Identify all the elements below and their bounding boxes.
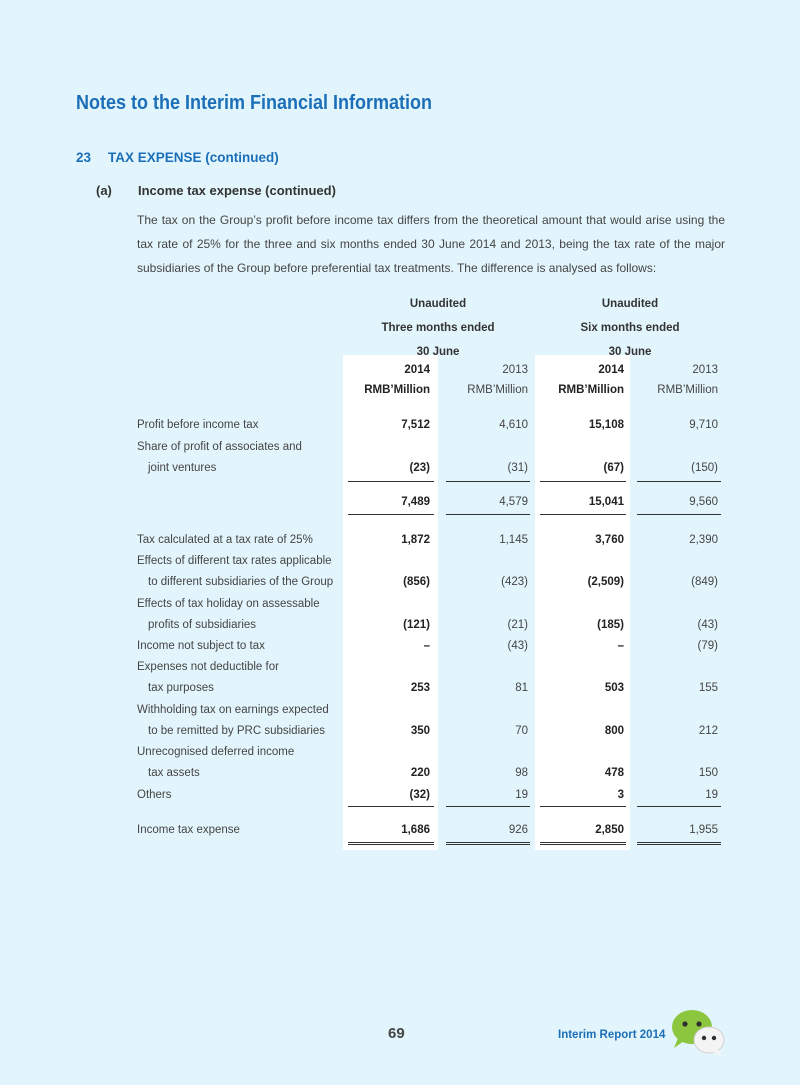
group-header-line: Unaudited [409, 298, 467, 310]
group-header-line: Three months ended [381, 322, 495, 334]
grand-total-double-rule [348, 842, 434, 845]
table-cell: 15,108 [588, 419, 624, 431]
table-cell: 800 [604, 725, 624, 737]
row-label: Effects of tax holiday on assessable [137, 598, 320, 610]
table-cell: 1,686 [401, 824, 430, 836]
row-label: profits of subsidiaries [148, 619, 257, 631]
table-cell: 220 [410, 767, 430, 779]
table-cell: 19 [705, 789, 718, 801]
table-cell: 3 [617, 789, 624, 801]
subtotal-rule [637, 806, 721, 807]
table-cell: (23) [409, 462, 430, 474]
table-cell: 155 [698, 682, 718, 694]
grand-total-double-rule [540, 842, 626, 845]
group-header-six-months [535, 292, 725, 364]
table-cell: 1,955 [689, 824, 718, 836]
report-title: Interim Report 2014 [558, 1029, 666, 1041]
row-label: to be remitted by PRC subsidiaries [148, 725, 326, 737]
year-header: 2013 [692, 364, 718, 376]
subtotal-rule [637, 481, 721, 482]
table-cell: 150 [698, 767, 718, 779]
subsection-title: Income tax expense (continued) [138, 183, 336, 198]
table-cell: (32) [409, 789, 430, 801]
row-label: Effects of different tax rates applicable [137, 555, 332, 567]
total-rule [540, 514, 626, 515]
row-label: Tax calculated at a tax rate of 25% [137, 534, 313, 546]
unit-header: RMB’Million [558, 384, 624, 396]
table-cell: 478 [604, 767, 624, 779]
grand-total-double-rule [637, 842, 721, 845]
table-cell: (423) [501, 576, 528, 588]
group-header-three-months [343, 292, 533, 364]
table-cell: (856) [403, 576, 430, 588]
table-cell: (31) [507, 462, 528, 474]
row-label: tax assets [148, 767, 200, 779]
table-cell: 1,145 [499, 534, 528, 546]
row-label: Others [137, 789, 172, 801]
year-header: 2013 [502, 364, 528, 376]
section-title: TAX EXPENSE (continued) [108, 150, 279, 165]
row-label: joint ventures [148, 462, 217, 474]
table-cell: 212 [698, 725, 718, 737]
row-label: Share of profit of associates and [137, 441, 302, 453]
unit-header: RMB’Million [657, 384, 718, 396]
table-cell: (79) [697, 640, 718, 652]
table-cell: (121) [403, 619, 430, 631]
section-number: 23 [76, 150, 92, 165]
table-cell: (150) [691, 462, 718, 474]
table-cell: 503 [604, 682, 624, 694]
row-label: Expenses not deductible for [137, 661, 279, 673]
group-header-line: 30 June [416, 346, 460, 358]
subtotal-rule [446, 806, 530, 807]
table-cell: 4,579 [499, 496, 528, 508]
wechat-logo-icon [670, 1008, 728, 1058]
subtotal-rule [446, 481, 530, 482]
table-cell: 350 [410, 725, 430, 737]
table-cell: (67) [603, 462, 624, 474]
subtotal-rule [540, 481, 626, 482]
row-label: Unrecognised deferred income [137, 746, 295, 758]
group-header-line: Unaudited [601, 298, 659, 310]
row-label: Income not subject to tax [137, 640, 265, 652]
table-cell: 253 [410, 682, 430, 694]
row-label: tax purposes [148, 682, 214, 694]
table-cell: 98 [515, 767, 528, 779]
total-rule [348, 514, 434, 515]
table-cell: 4,610 [499, 419, 528, 431]
row-label: Withholding tax on earnings expected [137, 704, 329, 716]
table-cell: 2,390 [689, 534, 718, 546]
section-heading [76, 150, 279, 165]
subtotal-rule [348, 806, 434, 807]
total-rule [446, 514, 530, 515]
table-cell: 81 [515, 682, 528, 694]
intro-paragraph: The tax on the Group’s profit before income tax differs from the theoretical amount that would arise using the tax rate of 25% for the three and six months ended 30 June 2014 and 2013, being the tax rate of the major subsidiaries of the Group before preferential tax treatments. The difference is analysed as follows: [137, 213, 725, 275]
row-label: Income tax expense [137, 824, 240, 836]
table-cell: 7,489 [401, 496, 430, 508]
page-title: Notes to the Interim Financial Information [76, 92, 433, 114]
table-cell: 19 [515, 789, 528, 801]
table-cell: (43) [697, 619, 718, 631]
table-cell: 9,560 [689, 496, 718, 508]
table-cell: (185) [597, 619, 624, 631]
table-cell: 9,710 [689, 419, 718, 431]
grand-total-double-rule [446, 842, 530, 845]
table-cell: (43) [507, 640, 528, 652]
table-cell: – [423, 640, 430, 652]
table-cell: 15,041 [588, 496, 624, 508]
table-cell: – [617, 640, 624, 652]
subtotal-rule [540, 806, 626, 807]
unit-header: RMB’Million [467, 384, 528, 396]
subsection-label: (a) [96, 183, 112, 198]
group-header-line: Six months ended [580, 322, 680, 334]
table-cell: (2,509) [587, 576, 624, 588]
table-cell: 1,872 [401, 534, 430, 546]
table-cell: 2,850 [595, 824, 624, 836]
table-cell: 7,512 [401, 419, 430, 431]
row-label: to different subsidiaries of the Group [148, 576, 334, 588]
unit-header: RMB’Million [364, 384, 430, 396]
year-header: 2014 [598, 364, 624, 376]
page-number: 69 [388, 1025, 405, 1042]
row-label: Profit before income tax [137, 419, 259, 431]
table-cell: 3,760 [595, 534, 624, 546]
subtotal-rule [348, 481, 434, 482]
total-rule [637, 514, 721, 515]
subsection-heading [96, 183, 336, 198]
table-cell: 926 [508, 824, 528, 836]
table-cell: 70 [515, 725, 528, 737]
year-header: 2014 [404, 364, 430, 376]
group-header-line: 30 June [608, 346, 652, 358]
table-cell: (21) [507, 619, 528, 631]
table-cell: (849) [691, 576, 718, 588]
